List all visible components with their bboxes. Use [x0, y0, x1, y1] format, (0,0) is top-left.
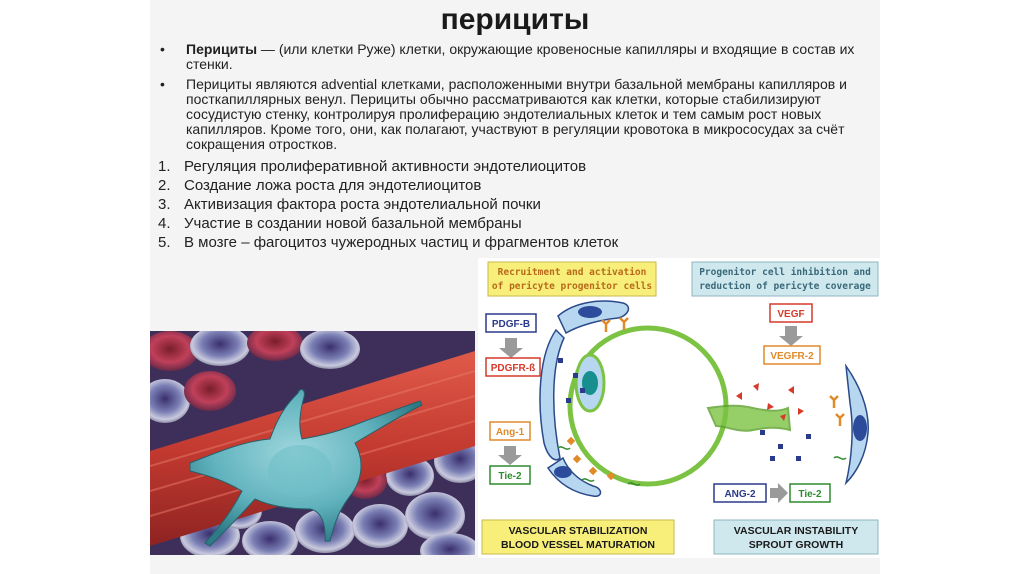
- signaling-diagram-svg: [478, 258, 880, 558]
- numbered-text: Активизация фактора роста эндотелиальной почки: [184, 196, 541, 213]
- pericyte-nucleus: [578, 306, 602, 318]
- inhibition-header-line1: Progenitor cell inhibition and: [699, 267, 871, 278]
- slide-title: перициты: [440, 3, 590, 36]
- slide-content: [158, 42, 878, 252]
- vegf-label: VEGF: [777, 309, 805, 320]
- inhibition-header-line2: reduction of pericyte coverage: [699, 281, 871, 292]
- numbered-item: [158, 233, 878, 252]
- stabilization-line1: VASCULAR STABILIZATION: [508, 525, 648, 537]
- instability-line1: VASCULAR INSTABILITY: [733, 525, 859, 537]
- bullet-text: — (или клетки Руже) клетки, окружающие кровеносные капилляры и входящие в состав их стенки.: [186, 41, 855, 72]
- number-marker: 4.: [158, 215, 171, 232]
- bullet-marker: •: [160, 76, 165, 92]
- instability-line2: SPROUT GROWTH: [748, 539, 844, 551]
- tie-2-right-label: Tie-2: [798, 489, 822, 500]
- pericyte-nucleus: [853, 415, 867, 441]
- numbered-item: [158, 176, 878, 195]
- bullet-item: [158, 77, 878, 152]
- numbered-text: В мозге – фагоцитоз чужеродных частиц и фрагментов клеток: [184, 234, 619, 251]
- ang-2-label: ANG-2: [724, 489, 756, 500]
- pericyte-micrograph-image: [150, 331, 475, 555]
- pdgf-b-label: PDGF-B: [491, 319, 531, 330]
- bullet-text: Перициты являются adventіal клетками, расположенными внутри базальной мембраны капилляров и посткапиллярных венул. Перициты обычно рассматриваются как клетки, которые стабилизируют сосудистую стенку, контролируя пролиферацию эндотелиальных клеток и тем самым рост новых капилляров. Кроме того, они, как полагают, участвуют в регуляции кровотока в микрососудах за счёт сокращения отростков.: [186, 76, 847, 152]
- numbered-item: [158, 214, 878, 233]
- number-marker: 2.: [158, 177, 171, 194]
- recruitment-header-line1: Recruitment and activation: [497, 267, 647, 278]
- numbered-text: Создание ложа роста для эндотелиоцитов: [184, 177, 482, 194]
- pericyte-signaling-diagram: [478, 258, 880, 558]
- numbered-text: Участие в создании новой базальной мембраны: [184, 215, 522, 232]
- pdgfr-b-label: PDGFR-ß: [490, 363, 536, 374]
- bullet-item: [158, 42, 878, 72]
- numbered-text: Регуляция пролиферативной активности эндотелиоцитов: [184, 158, 587, 175]
- ang-1-label: Ang-1: [495, 427, 525, 438]
- pericyte-micrograph: [150, 331, 475, 555]
- number-marker: 5.: [158, 234, 171, 251]
- bullet-marker: •: [160, 41, 165, 57]
- recruitment-header-line2: of pericyte progenitor cells: [491, 281, 653, 292]
- pericyte-nucleus: [554, 466, 572, 478]
- vegfr-2-label: VEGFR-2: [770, 351, 814, 362]
- number-marker: 3.: [158, 196, 171, 213]
- numbered-item: [158, 195, 878, 214]
- number-marker: 1.: [158, 158, 171, 175]
- numbered-item: [158, 157, 878, 176]
- tie-2-left-label: Tie-2: [498, 471, 522, 482]
- stabilization-line2: BLOOD VESSEL MATURATION: [500, 539, 656, 551]
- bullet-bold-term: Перициты: [186, 41, 258, 57]
